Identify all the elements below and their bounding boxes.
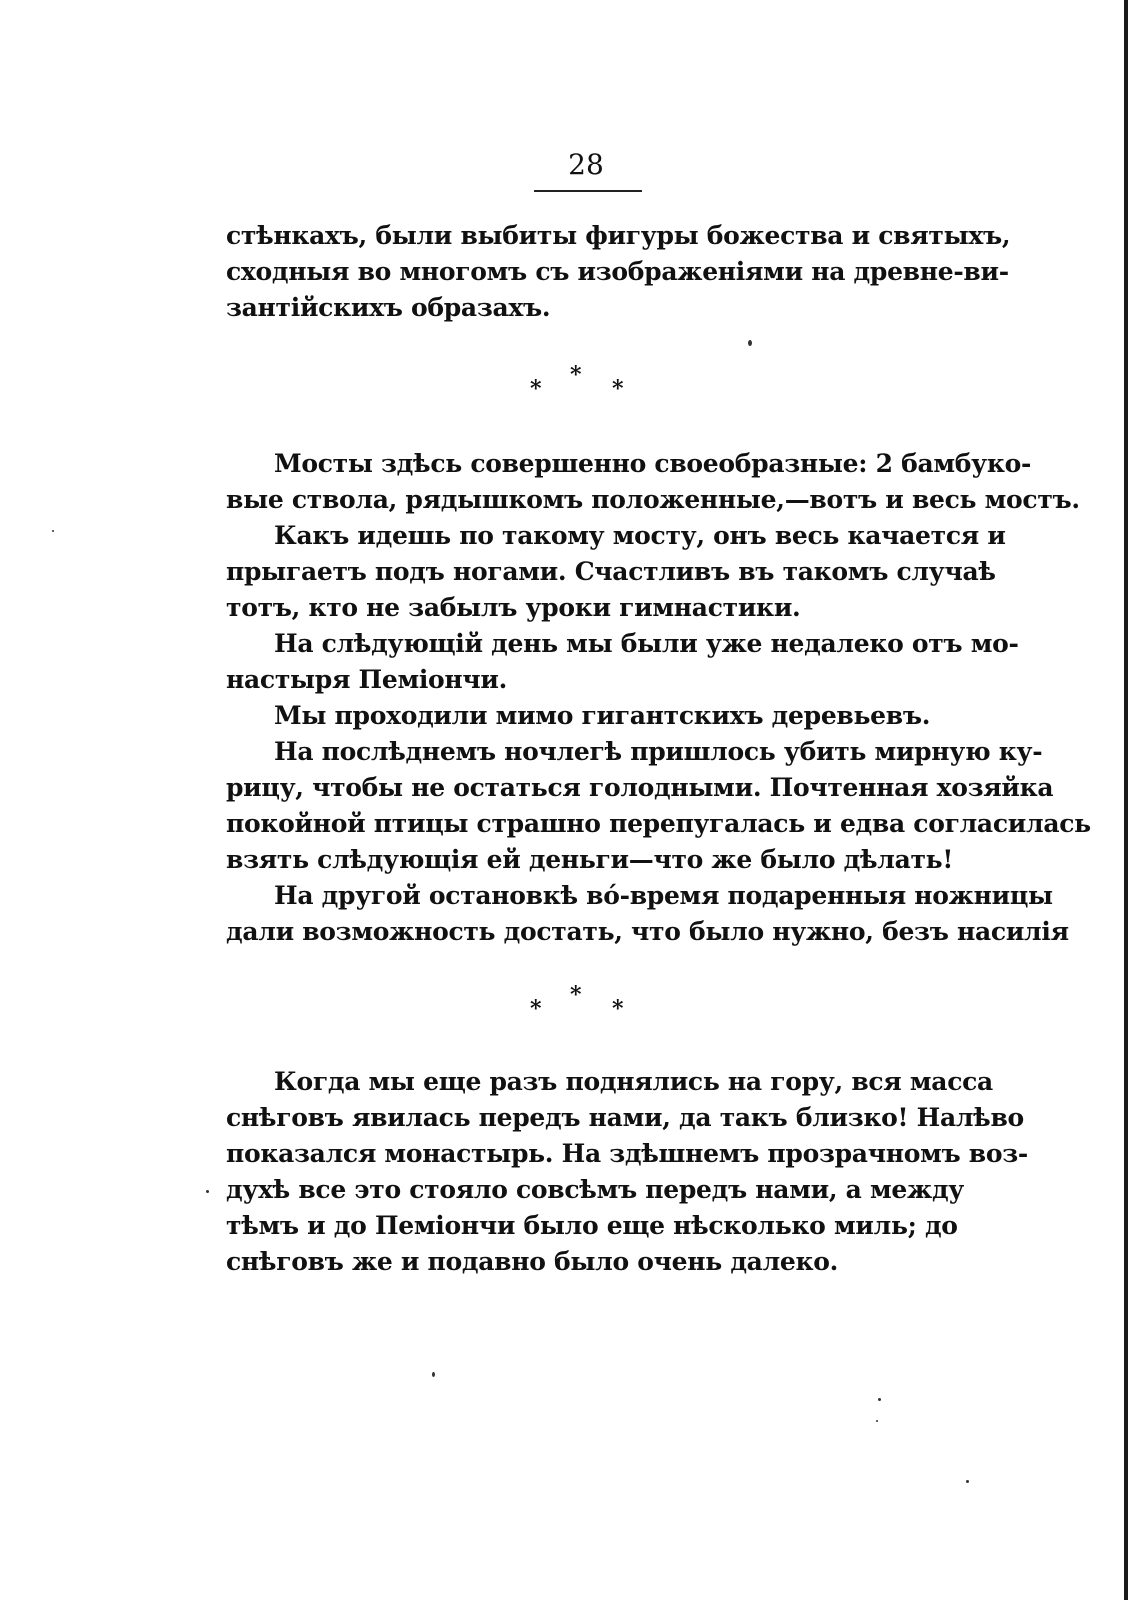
- scan-speck: [876, 1420, 878, 1422]
- text-line: дали возможность достать, что было нужно, безъ насилія: [226, 917, 1069, 946]
- section-mountain: [226, 1064, 1028, 1280]
- section-bridges: [226, 446, 1091, 950]
- scan-speck: [432, 1372, 435, 1377]
- scan-speck: [748, 340, 752, 346]
- text-line: Какъ идешь по такому мосту, онъ весь качается и: [274, 521, 1006, 550]
- section-separator: [530, 362, 642, 412]
- scan-speck: [878, 1398, 881, 1401]
- asterisk: *: [570, 982, 582, 1008]
- scan-speck: [966, 1480, 969, 1483]
- text-line: показался монастырь. На здѣшнемъ прозрачномъ воз-: [226, 1139, 1028, 1168]
- text-line: взять слѣдующія ей деньги—что же было дѣлать!: [226, 845, 954, 874]
- paragraph-continuation: [226, 218, 1011, 326]
- text-line: тотъ, кто не забылъ уроки гимнастики.: [226, 593, 801, 622]
- text-line: Мы проходили мимо гигантскихъ деревьевъ.: [274, 701, 931, 730]
- text-line: прыгаетъ подъ ногами. Счастливъ въ такомъ случаѣ: [226, 557, 996, 586]
- header-rule: [534, 190, 642, 192]
- asterisk: *: [612, 996, 624, 1022]
- page-edge-line: [1124, 0, 1128, 1600]
- asterisk: *: [530, 996, 542, 1022]
- text-line: снѣговъ же и подавно было очень далеко.: [226, 1247, 839, 1276]
- text-line: сходныя во многомъ съ изображеніями на древне-ви-: [226, 257, 1009, 286]
- text-line: На послѣднемъ ночлегѣ пришлось убить мирную ку-: [274, 737, 1043, 766]
- text-line: Мосты здѣсь совершенно своеобразные: 2 бамбуко-: [274, 449, 1032, 478]
- text-line: На слѣдующій день мы были уже недалеко отъ мо-: [274, 629, 1019, 658]
- asterisk: *: [530, 376, 542, 402]
- text-line: стѣнкахъ, были выбиты фигуры божества и святыхъ,: [226, 221, 1011, 250]
- text-line: Когда мы еще разъ поднялись на гору, вся масса: [274, 1067, 993, 1096]
- text-line: покойной птицы страшно перепугалась и едва согласилась: [226, 809, 1091, 838]
- scan-speck: [52, 530, 54, 532]
- text-line: зантійскихъ образахъ.: [226, 293, 551, 322]
- scan-speck: [206, 1190, 209, 1193]
- text-line: рицу, чтобы не остаться голодными. Почтенная хозяйка: [226, 773, 1054, 802]
- text-line: настыря Пеміончи.: [226, 665, 508, 694]
- section-separator: [530, 982, 642, 1032]
- asterisk: *: [570, 362, 582, 388]
- text-line: тѣмъ и до Пеміончи было еще нѣсколько миль; до: [226, 1211, 958, 1240]
- page-number: 28: [568, 148, 604, 181]
- text-line: На другой остановкѣ вó-время подаренныя ножницы: [274, 881, 1053, 910]
- asterisk: *: [612, 376, 624, 402]
- text-line: снѣговъ явилась передъ нами, да такъ близко! Налѣво: [226, 1103, 1024, 1132]
- text-line: вые ствола, рядышкомъ положенные,—вотъ и весь мостъ.: [226, 485, 1080, 514]
- text-line: духѣ все это стояло совсѣмъ передъ нами, а между: [226, 1175, 965, 1204]
